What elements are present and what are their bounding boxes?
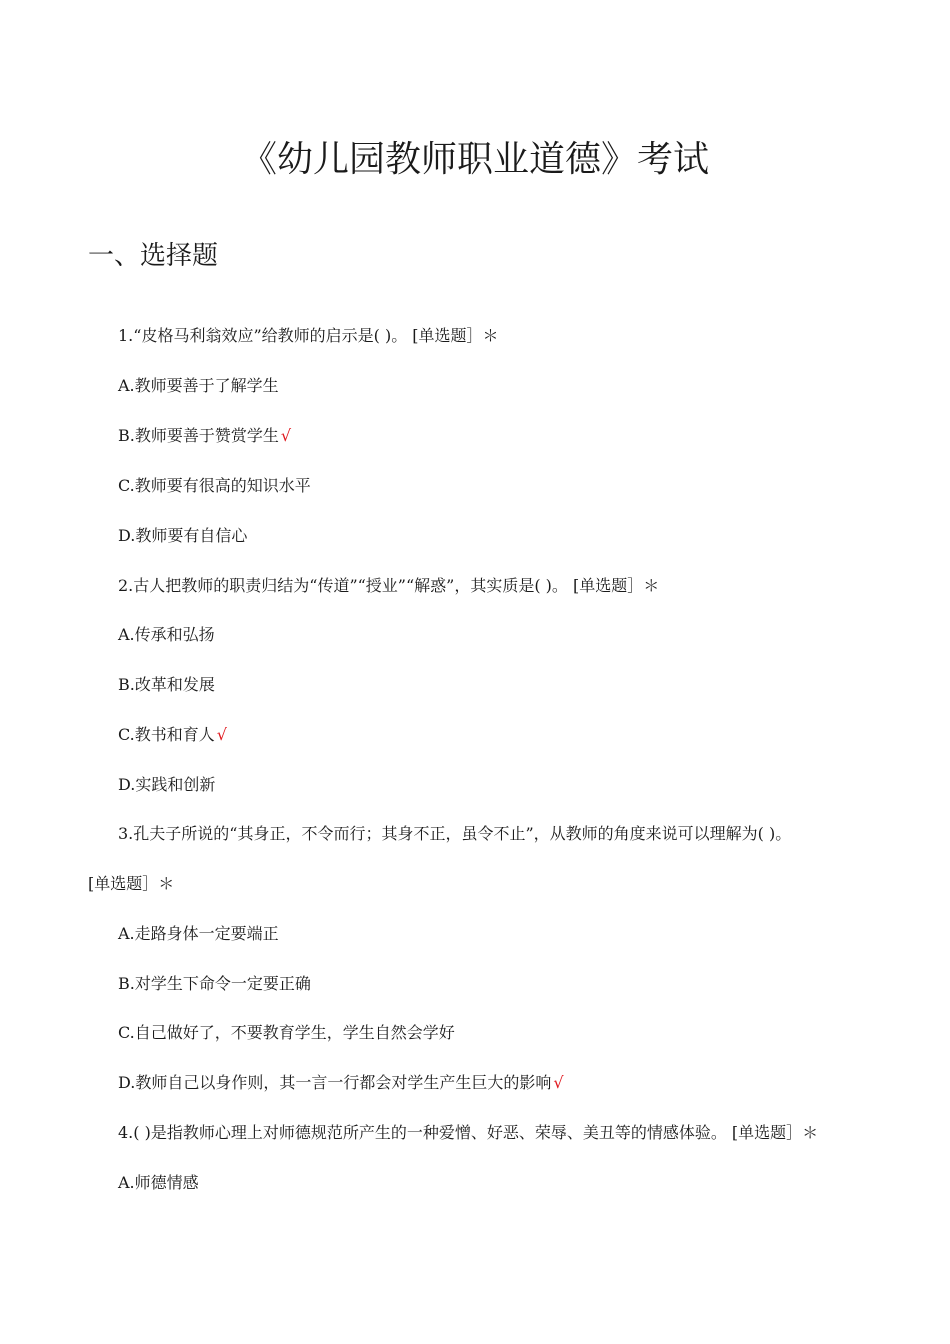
question-2-option-c: C.教书和育人 √	[118, 725, 227, 744]
question-3-option-a: A.走路身体一定要端正	[118, 924, 279, 943]
correct-check-icon: √	[553, 1073, 564, 1092]
document-title: 《幼儿园教师职业道德》考试	[240, 139, 709, 180]
correct-check-icon: √	[280, 426, 292, 445]
question-3-option-d: D.教师自己以身作则，其一言一行都会对学生产生巨大的影响 √	[118, 1073, 564, 1092]
section-heading: 一、选择题	[88, 241, 219, 271]
question-2-option-b: B.改革和发展	[118, 675, 215, 694]
question-2-stem: 2.古人把教师的职责归结为“传道”“授业”“解惑”，其实质是( )。 [单选题］＊	[118, 576, 660, 595]
question-2-option-a: A.传承和弘扬	[118, 625, 215, 644]
question-3-stem-continued: [单选题］＊	[88, 874, 175, 893]
question-4-option-a: A.师德情感	[118, 1173, 199, 1192]
question-3-option-b: B.对学生下命令一定要正确	[118, 974, 311, 993]
question-3-option-c: C.自己做好了，不要教育学生，学生自然会学好	[118, 1023, 455, 1042]
question-1-option-b: B.教师要善于赞赏学生 √	[118, 426, 292, 445]
question-3-stem: 3.孔夫子所说的“其身正，不令而行；其身不正，虽令不止”，从教师的角度来说可以理解为( )。	[118, 824, 792, 843]
question-2-option-d: D.实践和创新	[118, 775, 216, 794]
correct-check-icon: √	[216, 725, 227, 744]
question-1-option-c: C.教师要有很高的知识水平	[118, 476, 311, 495]
question-4-stem: 4.( )是指教师心理上对师德规范所产生的一种爱憎、好恶、荣辱、美丑等的情感体验。 [单选题］＊	[118, 1123, 819, 1142]
question-1-option-d: D.教师要有自信心	[118, 526, 248, 545]
question-1-option-a: A.教师要善于了解学生	[118, 376, 279, 395]
question-1-stem: 1.“皮格马利翁效应”给教师的启示是( )。 [单选题］＊	[118, 326, 499, 345]
